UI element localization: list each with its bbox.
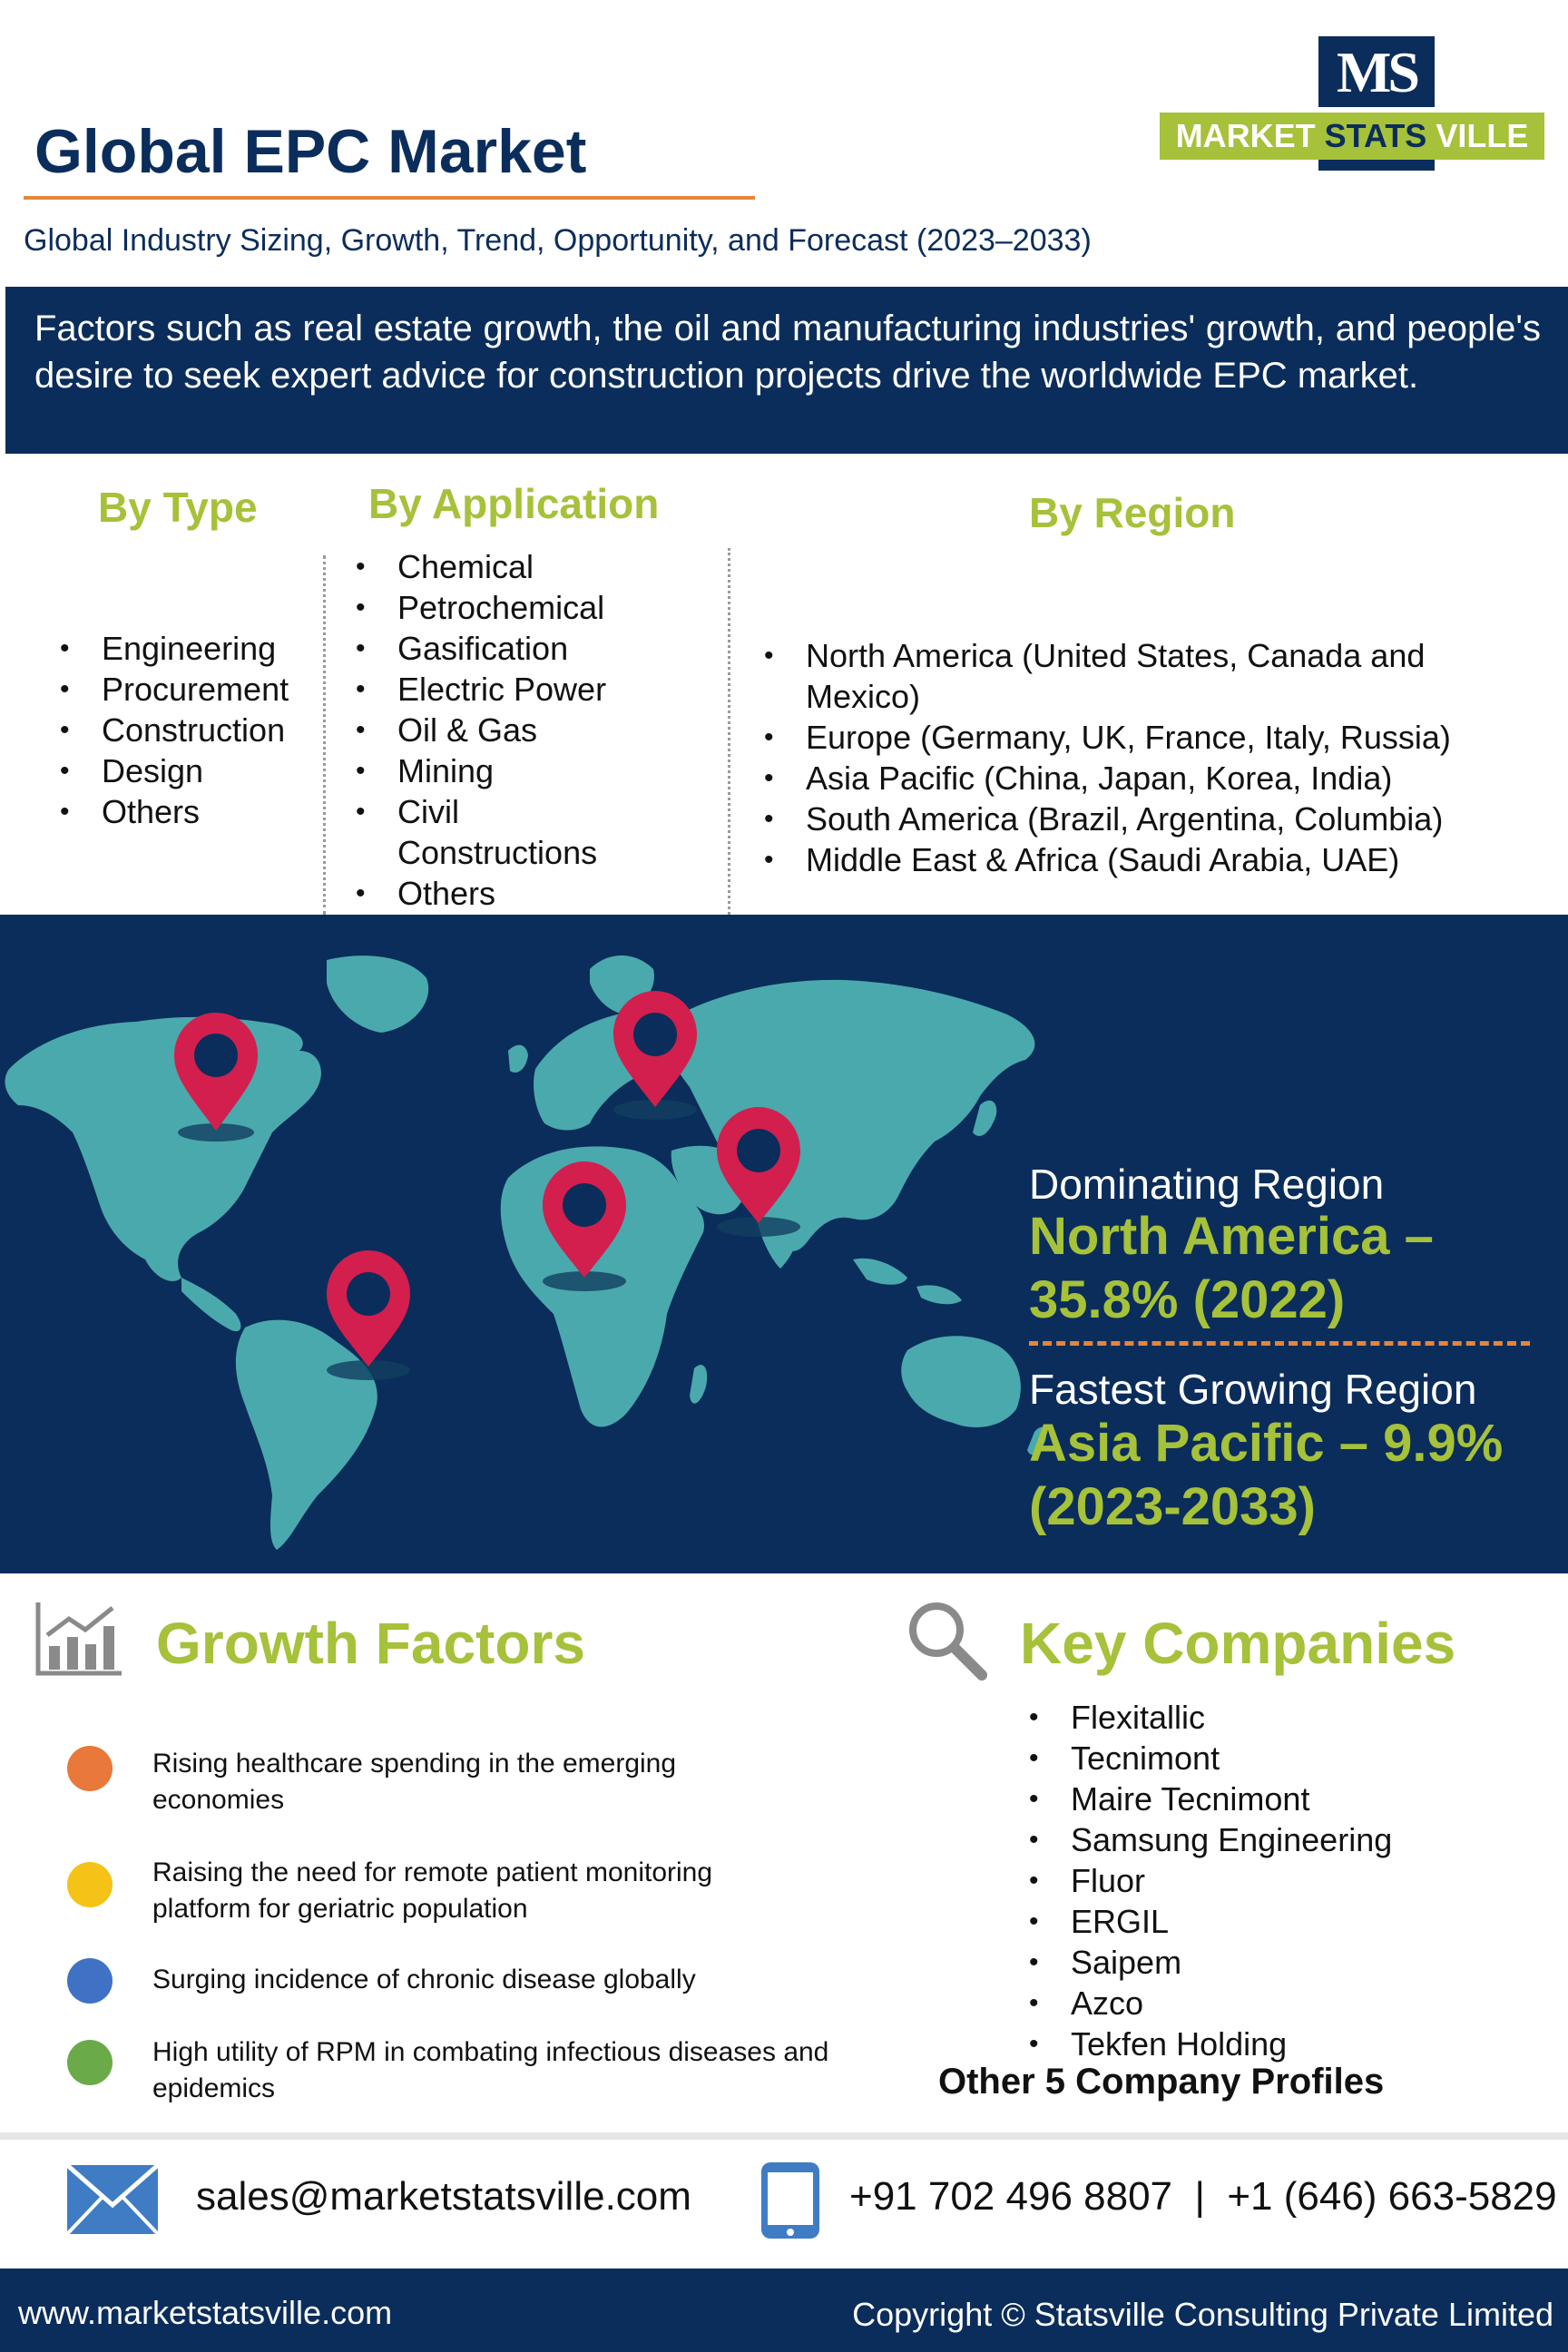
intro-banner xyxy=(5,287,1568,454)
list-item: • Electric Power xyxy=(352,669,715,710)
list-item: • Others xyxy=(56,791,328,832)
map-section xyxy=(0,915,1568,1573)
logo xyxy=(1160,36,1544,171)
list-item: • South America (Brazil, Argentina, Columbia) xyxy=(760,799,1504,839)
page-title: Global EPC Market xyxy=(34,117,587,186)
factor-bullet xyxy=(67,1862,113,1907)
factor-text: Raising the need for remote patient monitoring platform for geriatric population xyxy=(152,1857,713,1924)
footer-copyright: Copyright © Statsville Consulting Private Limited xyxy=(852,2296,1553,2333)
list-item: • Saipem xyxy=(1025,1942,1534,1983)
chart-bars-icon xyxy=(34,1599,125,1677)
logo-base xyxy=(1318,160,1435,171)
list-item: • Azco xyxy=(1025,1983,1534,2024)
list-item: • Tecnimont xyxy=(1025,1738,1534,1779)
fastest-region-label: Fastest Growing Region xyxy=(1029,1366,1477,1413)
list-item: • Tekfen Holding xyxy=(1025,2024,1534,2064)
factor-text: Surging incidence of chronic disease globally xyxy=(152,1965,696,1994)
companies-list xyxy=(1025,1697,1534,2064)
footer xyxy=(0,2269,1568,2352)
contact-divider xyxy=(0,2132,1568,2140)
factor-bullet xyxy=(67,1746,113,1791)
segment-heading-application: By Application xyxy=(368,480,660,527)
list-item: • Petrochemical xyxy=(352,587,715,628)
logo-wordmark: MARKET STATS VILLE xyxy=(1175,117,1529,154)
list-item: • Samsung Engineering xyxy=(1025,1819,1534,1860)
list-item: • Europe (Germany, UK, France, Italy, Russia) xyxy=(760,717,1504,758)
contact-email[interactable]: sales@marketstatsville.com xyxy=(196,2174,691,2219)
list-item: • Fluor xyxy=(1025,1860,1534,1901)
list-item: • Oil & Gas xyxy=(352,710,715,750)
world-map xyxy=(0,915,1053,1573)
list-item: • Design xyxy=(56,750,328,791)
logo-monogram: MS xyxy=(1318,36,1435,107)
page-subtitle: Global Industry Sizing, Growth, Trend, Opportunity, and Forecast (2023–2033) xyxy=(24,223,1092,258)
list-item: • Others xyxy=(352,873,715,914)
list-item: • Engineering xyxy=(56,628,328,669)
contact-phones[interactable]: +91 702 496 8807 | +1 (646) 663-5829 xyxy=(849,2174,1557,2219)
list-item: • Maire Tecnimont xyxy=(1025,1779,1534,1819)
list-item: • Construction xyxy=(56,710,328,750)
dominating-region-value: North America – 35.8% (2022) xyxy=(1029,1207,1434,1329)
list-item: • ERGIL xyxy=(1025,1901,1534,1942)
key-companies-heading: Key Companies xyxy=(1020,1611,1456,1676)
dashed-divider xyxy=(1029,1341,1530,1346)
application-list xyxy=(352,546,715,914)
list-item: • Civil Constructions xyxy=(352,791,615,873)
more-companies-note: Other 5 Company Profiles xyxy=(938,2062,1385,2102)
list-item: • Asia Pacific (China, Japan, Korea, India) xyxy=(760,758,1504,799)
factor-text: High utility of RPM in combating infectious diseases and epidemics xyxy=(152,2037,829,2103)
segment-heading-region: By Region xyxy=(1029,489,1236,536)
phone-icon xyxy=(759,2160,822,2241)
list-item: • Flexitallic xyxy=(1025,1697,1534,1738)
growth-factors-heading: Growth Factors xyxy=(156,1611,585,1676)
map-pin-icon xyxy=(613,991,697,1120)
column-divider xyxy=(728,548,730,915)
intro-text: Factors such as real estate growth, the oil and manufacturing industries' growth, and people's desire to seek expert advice for construction projects drive the worldwide EPC market. xyxy=(34,309,1541,396)
dominating-region-label: Dominating Region xyxy=(1029,1161,1385,1208)
title-underline xyxy=(24,196,755,200)
factor-bullet xyxy=(67,2040,113,2085)
segment-heading-type: By Type xyxy=(98,484,258,531)
list-item: • North America (United States, Canada and Mexico) xyxy=(760,635,1441,717)
magnifier-icon xyxy=(906,1599,987,1681)
type-list xyxy=(56,628,328,832)
fastest-region-value: Asia Pacific – 9.9% (2023-2033) xyxy=(1029,1414,1504,1536)
factor-text: Rising healthcare spending in the emerging economies xyxy=(152,1749,677,1815)
list-item: • Gasification xyxy=(352,628,715,669)
footer-website[interactable]: www.marketstatsville.com xyxy=(18,2294,393,2331)
list-item: • Chemical xyxy=(352,546,715,587)
list-item: • Middle East & Africa (Saudi Arabia, UAE) xyxy=(760,839,1504,880)
list-item: • Mining xyxy=(352,750,715,791)
region-list xyxy=(760,635,1504,880)
factor-bullet xyxy=(67,1958,113,2004)
mail-icon xyxy=(65,2163,160,2236)
list-item: • Procurement xyxy=(56,669,328,710)
